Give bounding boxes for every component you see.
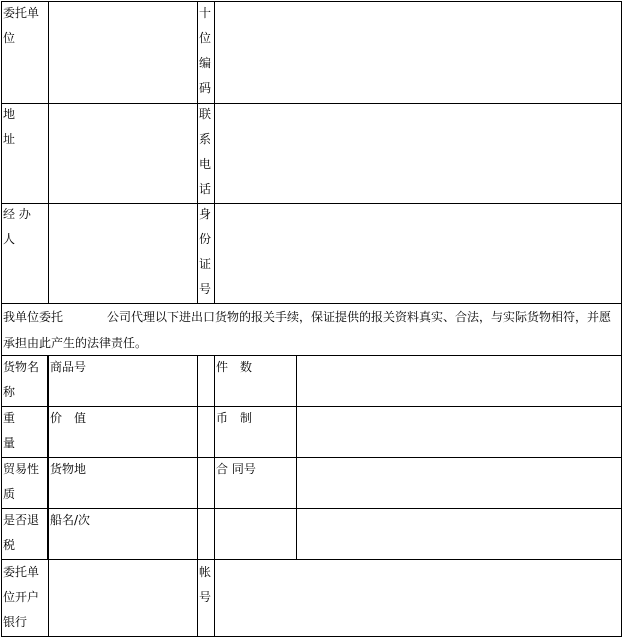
grid-line bbox=[47, 355, 49, 559]
input-account[interactable] bbox=[215, 560, 621, 636]
input-address[interactable] bbox=[49, 104, 197, 203]
input-pieces[interactable] bbox=[297, 356, 621, 406]
authorization-statement bbox=[3, 304, 615, 356]
statement-body: 公司代理以下进出口货物的报关手续，保证提供的报关资料真实、合法，与实际货物相符，并愿承担由此产生的法律责任。 bbox=[3, 310, 612, 350]
input-id-number[interactable] bbox=[215, 204, 621, 303]
grid-line bbox=[1, 1, 2, 637]
input-vessel-voyage[interactable] bbox=[297, 509, 621, 559]
label-currency: 币 制 bbox=[216, 411, 253, 425]
input-contract-number[interactable] bbox=[297, 458, 621, 508]
grid-line bbox=[197, 559, 198, 636]
statement-prefix: 我单位委托 bbox=[3, 310, 64, 324]
input-entrusting-unit[interactable] bbox=[49, 2, 197, 103]
label-address: 地址 bbox=[3, 107, 16, 146]
label-ten-digit-code: 十位编码 bbox=[199, 6, 212, 95]
label-goods-name: 货物名称 bbox=[3, 360, 40, 399]
label-vessel-voyage: 船名/次 bbox=[50, 513, 91, 527]
label-pieces: 件 数 bbox=[216, 360, 253, 374]
label-entrusting-unit: 委托单位 bbox=[3, 6, 40, 45]
grid-line bbox=[1, 636, 622, 637]
input-handler[interactable] bbox=[49, 204, 197, 303]
label-account: 帐号 bbox=[199, 565, 212, 604]
label-value: 价 值 bbox=[50, 411, 87, 425]
grid-line bbox=[197, 1, 198, 303]
input-bank[interactable] bbox=[49, 560, 197, 636]
label-trade-nature: 贸易性质 bbox=[3, 462, 40, 501]
label-handler: 经 办 人 bbox=[3, 207, 31, 246]
label-goods-location: 货物地 bbox=[50, 462, 87, 476]
input-ten-digit-code[interactable] bbox=[215, 2, 621, 103]
label-contract-number: 合 同号 bbox=[216, 462, 256, 476]
label-tax-refund: 是否退税 bbox=[3, 513, 40, 552]
grid-line bbox=[197, 355, 198, 559]
label-weight: 重 量 bbox=[3, 411, 28, 450]
label-bank: 委托单位开户银行 bbox=[3, 565, 40, 629]
label-contact-phone: 联系电话 bbox=[199, 107, 212, 196]
label-id-number: 身份证号 bbox=[199, 207, 212, 296]
label-commodity-code: 商品号 bbox=[50, 360, 87, 374]
input-currency[interactable] bbox=[297, 407, 621, 457]
grid-line bbox=[214, 355, 215, 559]
input-contact-phone[interactable] bbox=[215, 104, 621, 203]
